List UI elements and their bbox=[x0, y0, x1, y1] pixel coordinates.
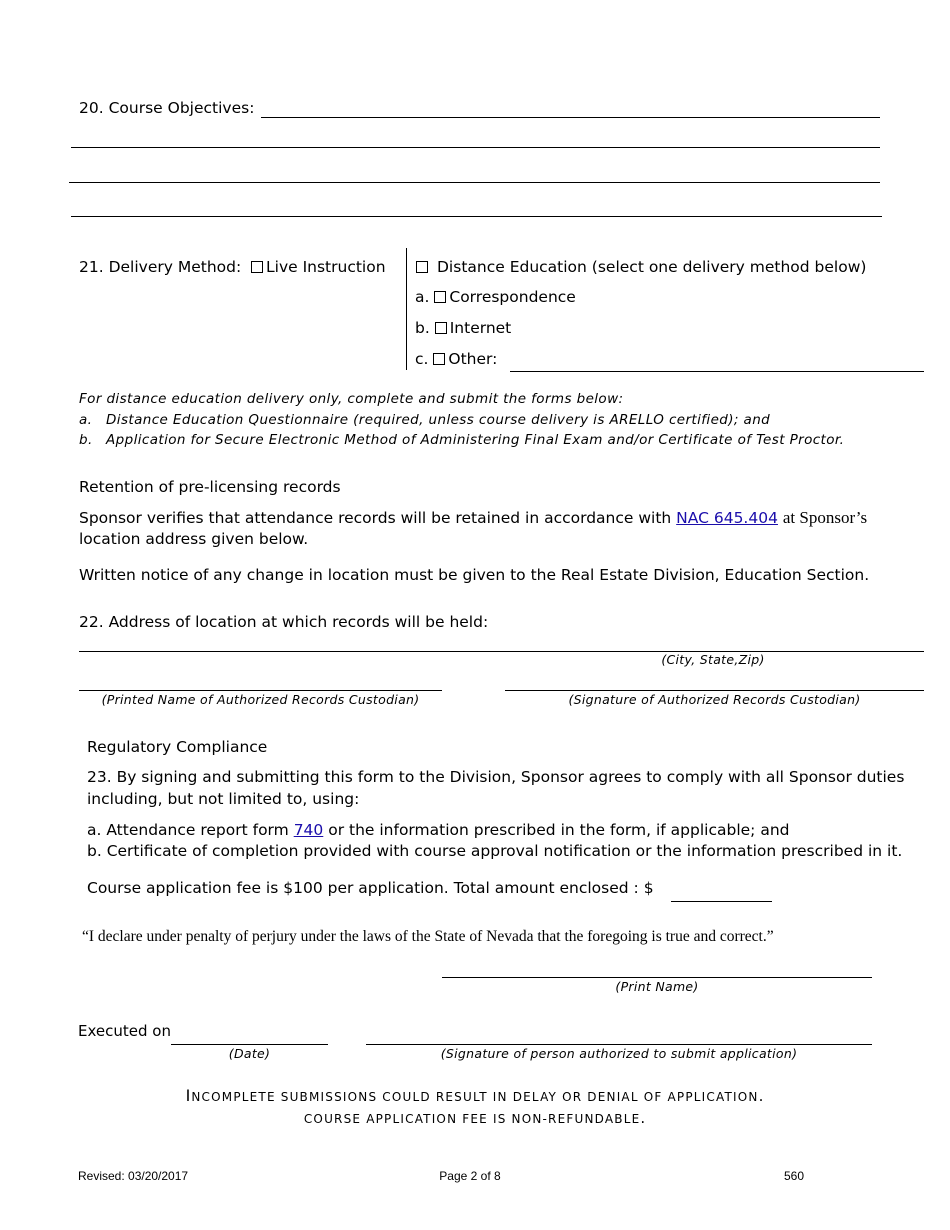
distance-education-option[interactable] bbox=[416, 258, 866, 276]
compliance-item-a-text-after: or the information prescribed in the form, if applicable; and bbox=[328, 821, 790, 839]
compliance-paragraph-line2: including, but not limited to, using: bbox=[87, 790, 360, 808]
retention-notice: Written notice of any change in location must be given to the Real Estate Division, Education Section. bbox=[79, 566, 870, 584]
internet-option[interactable] bbox=[415, 319, 511, 337]
page-number: Page 2 of 8 bbox=[439, 1169, 501, 1183]
amount-enclosed-input[interactable] bbox=[672, 882, 770, 900]
course-objectives-line-4 bbox=[71, 216, 882, 217]
authorized-signature-input[interactable] bbox=[367, 1025, 869, 1043]
form-number: 560 bbox=[784, 1169, 805, 1183]
retention-heading: Retention of pre-licensing records bbox=[79, 478, 341, 496]
distance-education-label: Distance Education (select one delivery method below) bbox=[437, 258, 867, 276]
delivery-divider bbox=[406, 248, 407, 370]
internet-prefix: b. bbox=[415, 319, 430, 337]
non-refundable-warning bbox=[0, 1108, 950, 1127]
print-name-line bbox=[442, 977, 872, 978]
retention-paragraph-line2: location address given below. bbox=[79, 530, 309, 548]
correspondence-checkbox[interactable] bbox=[434, 291, 446, 303]
course-objectives-input-4[interactable] bbox=[72, 197, 880, 215]
course-objectives-input-3[interactable] bbox=[70, 163, 878, 181]
other-label: Other: bbox=[448, 350, 498, 368]
course-objectives-line-1 bbox=[261, 117, 880, 118]
authorized-signature-caption: (Signature of person authorized to submit application) bbox=[440, 1046, 798, 1061]
declaration-text: “I declare under penalty of perjury under the laws of the State of Nevada that the foregoing is true and correct.” bbox=[82, 928, 774, 945]
date-input[interactable] bbox=[172, 1025, 326, 1043]
compliance-item-a bbox=[87, 821, 789, 839]
warning-line2-end: . bbox=[640, 1109, 647, 1127]
live-instruction-label: Live Instruction bbox=[266, 258, 386, 276]
custodian-name-caption: (Printed Name of Authorized Records Custodian) bbox=[101, 692, 420, 707]
date-caption: (Date) bbox=[228, 1046, 271, 1061]
distance-note-a-marker: a. bbox=[79, 412, 93, 428]
print-name-input[interactable] bbox=[443, 958, 869, 976]
compliance-item-b: b. Certificate of completion provided with course approval notification or the information prescribed in it. bbox=[87, 842, 903, 860]
city-state-zip-caption: (City, State,Zip) bbox=[661, 652, 765, 667]
custodian-signature-caption: (Signature of Authorized Records Custodian) bbox=[568, 692, 861, 707]
warning-initial: I bbox=[185, 1086, 192, 1105]
warning-line1-text: NCOMPLETE SUBMISSIONS COULD RESULT IN DELAY OR DENIAL OF APPLICATION bbox=[191, 1090, 759, 1104]
amount-enclosed-line bbox=[671, 901, 772, 902]
nac-645-404-link[interactable]: NAC 645.404 bbox=[676, 509, 778, 527]
course-objectives-line-2 bbox=[71, 147, 880, 148]
compliance-paragraph-line1: 23. By signing and submitting this form to the Division, Sponsor agrees to comply with all Sponsor duties bbox=[87, 768, 905, 786]
live-instruction-option[interactable] bbox=[251, 258, 386, 276]
distance-note-b-marker: b. bbox=[79, 432, 93, 448]
other-option[interactable] bbox=[415, 350, 497, 368]
form-740-link[interactable]: 740 bbox=[293, 821, 324, 839]
compliance-heading: Regulatory Compliance bbox=[87, 738, 268, 756]
incomplete-warning bbox=[0, 1086, 950, 1105]
other-checkbox[interactable] bbox=[433, 353, 445, 365]
distance-note-intro: For distance education delivery only, complete and submit the forms below: bbox=[79, 391, 624, 407]
internet-checkbox[interactable] bbox=[435, 322, 447, 334]
authorized-signature-line bbox=[366, 1044, 872, 1045]
warning-line1-end: . bbox=[758, 1087, 765, 1105]
date-line bbox=[171, 1044, 328, 1045]
print-name-caption: (Print Name) bbox=[615, 979, 699, 994]
retention-text: Sponsor verifies that attendance records will be retained in accordance with bbox=[79, 509, 672, 527]
course-objectives-input-1[interactable] bbox=[262, 98, 878, 116]
course-objectives-label: 20. Course Objectives: bbox=[79, 99, 255, 117]
retention-text-after: at Sponsor’s bbox=[782, 508, 868, 527]
other-prefix: c. bbox=[415, 350, 429, 368]
distance-education-checkbox[interactable] bbox=[416, 261, 428, 273]
correspondence-label: Correspondence bbox=[449, 288, 576, 306]
warning-line2-text: COURSE APPLICATION FEE IS NON-REFUNDABLE bbox=[303, 1112, 641, 1126]
retention-paragraph-line1 bbox=[79, 508, 867, 528]
live-instruction-checkbox[interactable] bbox=[251, 261, 263, 273]
other-method-line bbox=[510, 371, 924, 372]
revised-date: Revised: 03/20/2017 bbox=[78, 1169, 189, 1183]
records-address-input[interactable] bbox=[80, 632, 922, 650]
correspondence-option[interactable] bbox=[415, 288, 576, 306]
custodian-name-line bbox=[79, 690, 442, 691]
other-method-input[interactable] bbox=[511, 352, 921, 370]
compliance-item-a-text: a. Attendance report form bbox=[87, 821, 289, 839]
custodian-signature-line bbox=[505, 690, 924, 691]
fee-text: Course application fee is $100 per application. Total amount enclosed : $ bbox=[87, 879, 654, 897]
correspondence-prefix: a. bbox=[415, 288, 430, 306]
custodian-name-input[interactable] bbox=[80, 671, 440, 689]
records-address-label: 22. Address of location at which records will be held: bbox=[79, 613, 489, 631]
internet-label: Internet bbox=[449, 319, 512, 337]
distance-note-b-text: Application for Secure Electronic Method of Administering Final Exam and/or Certificate of Test Proctor. bbox=[106, 432, 845, 448]
executed-on-label: Executed on bbox=[78, 1022, 171, 1040]
custodian-signature-input[interactable] bbox=[506, 671, 922, 689]
course-objectives-input-2[interactable] bbox=[72, 128, 878, 146]
course-objectives-line-3 bbox=[69, 182, 880, 183]
distance-note-a-text: Distance Education Questionnaire (required, unless course delivery is ARELLO certified); and bbox=[106, 412, 771, 428]
delivery-method-label: 21. Delivery Method: bbox=[79, 258, 242, 276]
